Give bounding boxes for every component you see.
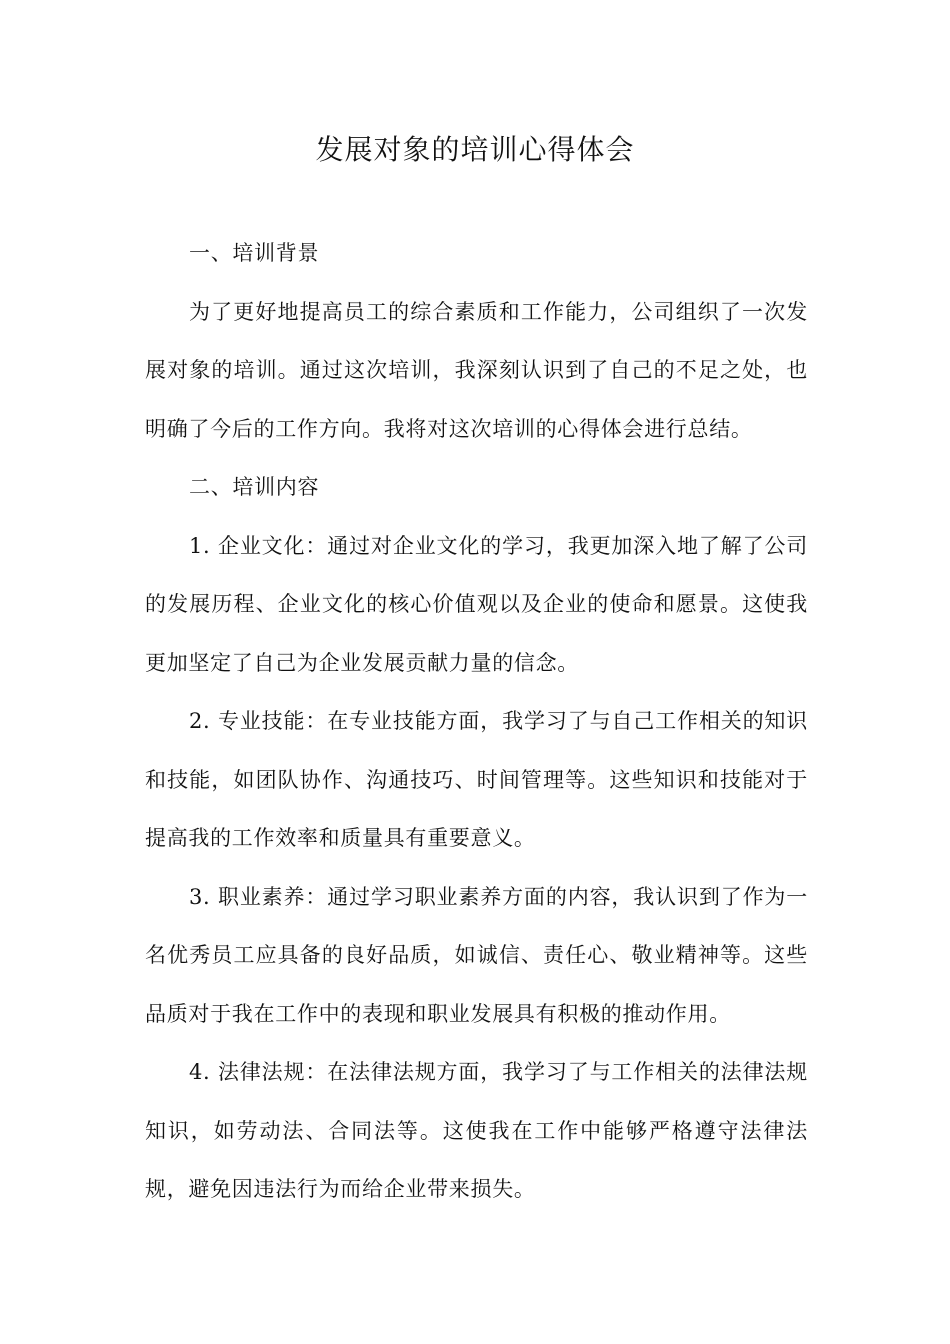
content-item-3: 3. 职业素养：通过学习职业素养方面的内容，我认识到了作为一名优秀员工应具备的良好品质，如诚信、责任心、敬业精神等。这些品质对于我在工作中的表现和职业发展具有积极的推动作用。 <box>145 884 808 1026</box>
content-item-1: 1. 企业文化：通过对企业文化的学习，我更加深入地了解了公司的发展历程、企业文化的核心价值观以及企业的使命和愿景。这使我更加坚定了自己为企业发展贡献力量的信念。 <box>145 533 808 675</box>
section-heading-content: 二、培训内容 <box>189 475 320 499</box>
document-title: 发展对象的培训心得体会 <box>315 133 635 166</box>
section-heading-background: 一、培训背景 <box>189 241 320 265</box>
document-body <box>145 224 808 1219</box>
content-item-2: 2. 专业技能：在专业技能方面，我学习了与自己工作相关的知识和技能，如团队协作、沟通技巧、时间管理等。这些知识和技能对于提高我的工作效率和质量具有重要意义。 <box>145 709 808 850</box>
background-paragraph: 为了更好地提高员工的综合素质和工作能力，公司组织了一次发展对象的培训。通过这次培训，我深刻认识到了自己的不足之处，也明确了今后的工作方向。我将对这次培训的心得体会进行总结。 <box>145 299 808 441</box>
content-item-4: 4. 法律法规：在法律法规方面，我学习了与工作相关的法律法规知识，如劳动法、合同法等。这使我在工作中能够严格遵守法律法规，避免因违法行为而给企业带来损失。 <box>145 1060 808 1201</box>
